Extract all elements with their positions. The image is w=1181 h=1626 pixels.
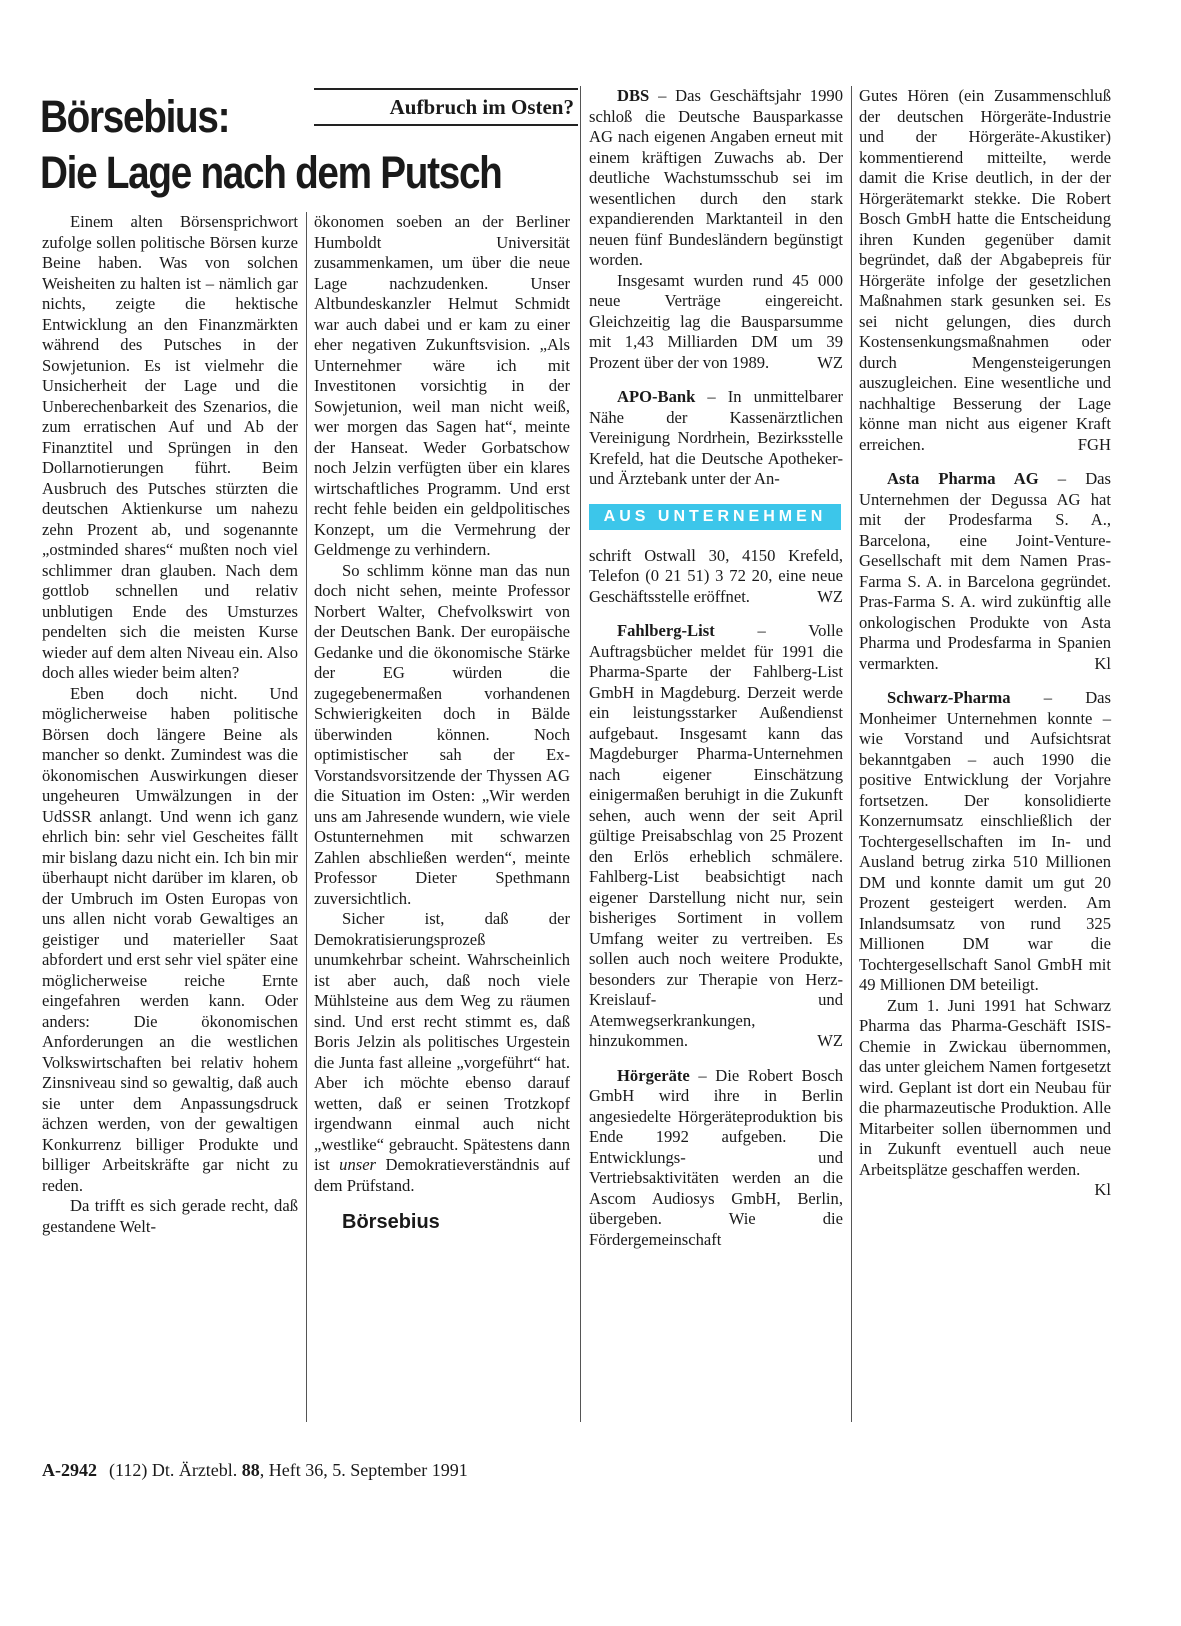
news-item [589,1066,843,1251]
news-column-4 [859,86,1111,1201]
news-item-head: APO-Bank [617,387,696,406]
author-initials: WZ [817,586,843,606]
news-item-text: schrift Ostwall 30, 4150 Krefeld, Telefon (0 21 51) 3 72 20, eine neue Geschäftsstelle eröffnet. [589,545,843,606]
news-item-head: DBS [617,86,650,105]
news-item [859,469,1111,674]
article-paragraph: Einem alten Börsensprichwort zufolge sollen politische Börsen kurze Beine haben. Was von solchen Weisheiten zu halten ist – nämlich gar nichts, zeigte die hektische Entwicklung an den Finanzmärkten während des Putsches in der Sowjetunion. Es ist vielmehr die Unsicherheit der Lage und die Unberechenbarkeit des Szenarios, die zum erratischen Auf und Ab der Finanztitel und Sprüngen in den Dollarnotierungen führt. Beim Ausbruch des Putsches stürzten die deutschen Aktienkurse um nahezu zehn Prozent ab, und sogenannte „ostminded shares“ mußten noch viel schlimmer dran glauben. Nach dem gottlob schnellen und relativ unblutigen Ende des Umsturzes pendelten sich die meisten Kurse wieder auf dem alten Niveau ein. Also doch alles wieder beim alten? [42,212,298,682]
article-column-2 [314,212,570,1233]
author-initials: Kl [1094,653,1111,673]
article-paragraph: ökonomen soeben an der Berliner Humboldt Universität zusammenkamen, um über die neue Lage nachzudenken. Unser Altbundeskanzler Helmut Schmidt war auch dabei und er kam zu einer eher negativen Zukunftsvision. „Als Unternehmer wäre ich mit Investitonen vorsichtig in der Sowjetunion, weil man nicht weiß, wer morgen das Sagen hat“, meinte der Hanseat. Weder Gorbatschow noch Jelzin verfügten über ein klares wirtschaftliches Programm. Und erst recht fehle beiden ein geldpolitisches Konzept, um die Vermehrung der Geldmenge zu verhindern. [314,212,570,559]
news-item-text: – Volle Auftragsbücher meldet für 1991 die Pharma-Sparte der Fahlberg-List GmbH in Magdeburg. Derzeit werde ein leistungsstarker Außendienst aufgebaut. Insgesamt kann das Magdeburger Pharma-Unternehmen nach eigener Einschätzung einigermaßen beruhigt in die Zukunft sehen, auch wenn der seit April gültige Preisabschlag von 25 Prozent den Erlös erheblich schmälere. Fahlberg-List beabsichtigt nach eigener Darstellung nicht nur, sein bisheriges Sortiment in vollem Umfang weiter zu vertreiben. Es sollen auch noch weitere Produkte, besonders zur Therapie von Herz-Kreislauf- und Atemwegserkrankungen, hinzukommen. [589,621,843,1050]
news-item [589,621,843,1052]
page-footer [42,1460,468,1481]
column-divider [306,212,307,1422]
news-item-text: Insgesamt wurden rund 45 000 neue Verträge eingereicht. Gleichzeitig lag die Bausparsumme mit 1,43 Milliarden DM um 39 Prozent über der von 1989. [589,270,843,372]
page-number: A-2942 [42,1460,97,1480]
news-item-text: – In unmittelbarer Nähe der Kassenärztlichen Vereinigung Nordrhein, Bezirksstelle Krefeld, hat die Deutsche Apotheker- und Ärztebank unter der An- [589,387,843,488]
article-paragraph [314,909,570,1196]
news-item [859,688,1111,1201]
news-item-continuation [589,546,843,608]
news-item [589,387,843,490]
author-initials: FGH [1077,434,1111,454]
emphasis-text: unser [339,1155,377,1174]
article-paragraph: Eben doch nicht. Und möglicherweise haben politische Börsen doch längere Beine als mancher so denkt. Zumindest was die ökonomischen Auswirkungen dieser ungeheuren Umwälzungen in der UdSSR anlangt. Und wenn ich ganz ehrlich bin: sehr viel Gescheites fällt mir bislang dazu nicht ein. Ich bin mir überhaupt nicht darüber im klaren, ob der Umbruch im Osten Europas von uns allen nicht vorab Gewaltiges an geistiger und materieller Saat abfordert und erst sehr viel später eine möglicherweise reiche Ernte eingefahren werden kann. Oder anders: Die ökonomischen Anforderungen an die westlichen Volkswirtschaften bei relativ hohem Zinsniveau sind so gewaltig, daß auch sie unter dem Anpassungsdruck ächzen werden, von der gewaltigen Konkurrenz billiger Produkte und billiger Arbeitskräfte gar nicht zu reden. [42,683,298,1195]
page-subtitle: Die Lage nach dem Putsch [40,147,502,198]
news-item-text: – Die Robert Bosch GmbH wird ihre in Berlin angesiedelte Hörgeräteproduktion bis Ende 1992 aufgeben. Die Entwicklungs- und Vertriebsaktivitäten werden an die Ascom Audiosys GmbH, Berlin, übergeben. Wie die Fördergemeinschaft [589,1065,843,1249]
article-paragraph: Da trifft es sich gerade recht, daß gestandene Welt- [42,1196,298,1236]
news-item-head: Fahlberg-List [617,621,715,640]
article-text: Sicher ist, daß der Demokratisierungsprozeß unumkehrbar scheint. Wahrscheinlich ist aber auch, daß noch viele Mühlsteine aus dem Weg zu räumen sind. Und erst recht stimmt es, daß Boris Jelzin als politisches Urgestein die Junta fast alleine „vorgeführt“ hat. Aber ich möchte ebenso darauf wetten, daß er seinen Trotzkopf irgendwann einmal auch nicht „westlike“ gebraucht. Spätestens dann ist [314,909,570,1174]
news-item-text: – Das Geschäftsjahr 1990 schloß die Deutsche Bausparkasse AG nach eigenen Angaben erneut mit einem kräftigen Zuwachs ab. Der deutliche Wachstumsschub sei im wesentlichen durch den stark expandierenden Marktanteil in den neuen fünf Bundesländern begünstigt worden. [589,86,843,269]
column-divider [580,86,581,1422]
news-item-text: – Das Monheimer Unternehmen konnte – wie Vorstand und Aufsichtsrat bekanntgaben – auch 1990 die positive Entwicklung der Vorjahre fortsetzen. Der konsolidierte Konzernumsatz einschließlich der Tochtergesellschaften im In- und Ausland betrug zirka 510 Millionen DM und konnte damit um gut 20 Prozent gesteigert werden. Am Inlandsumsatz von rund 325 Millionen DM war die Tochtergesellschaft Sanol GmbH mit 49 Millionen DM beteiligt. [859,688,1111,994]
news-item-head: Asta Pharma AG [887,469,1039,488]
news-item-text: Gutes Hören (ein Zusammenschluß der deutschen Hörgeräte-Industrie und der Hörgeräte-Akustiker) kommentierend mitteilte, werde damit die Krise deutlich, in der der Hörgerätemarkt stekke. Die Robert Bosch GmbH hatte die Entscheidung ihren Kunden gegenüber damit begründet, daß der Abgabepreis für Hörgeräte infolge der gesetzlichen Maßnahmen stark gesunken sei. Es sei nicht gelungen, dies durch Kostensenkungsmaßnahmen oder durch Mengensteigerungen auszugleichen. Eine wesentliche und nachhaltige Besserung der Lage könne man nicht aus eigener Kraft erreichen. [859,86,1111,454]
kicker-headline: Aufbruch im Osten? [314,88,578,126]
section-banner: AUS UNTERNEHMEN [589,504,841,530]
article-paragraph: So schlimm könne man das nun doch nicht sehen, meinte Professor Norbert Walter, Chefvolkswirt von der Deutschen Bank. Der europäische Gedanke und die ökonomische Stärke der EG würden die zugegebenermaßen vorhandenen Schwierigkeiten doch in Bälde überwinden können. Noch optimistischer sah der Ex-Vorstandsvorsitzende der Thyssen AG die Situation im Osten: „Wir werden uns am Jahresende wundern, wie viele Ostunternehmen mit schwarzen Zahlen abschließen werden“, meinte Professor Dieter Spethmann zuversichtlich. [314,560,570,908]
citation-text: , Heft 36, 5. September 1991 [259,1460,468,1480]
news-item-text: – Das Unternehmen der Degussa AG hat mit der Prodesfarma S. A., Barcelona, eine Joint-Venture-Gesellschaft mit dem Namen Pras-Farma S. A. in Barcelona gegründet. Pras-Farma S. A. wird zukünftig alle onkologischen Produkte von Asta Pharma und Prodesfarma in Spanien vermarkten. [859,469,1111,673]
author-initials: Kl [1094,1180,1111,1199]
news-item-text: Zum 1. Juni 1991 hat Schwarz Pharma das Pharma-Geschäft ISIS-Chemie in Zwickau übernommen, das unter gleichem Namen fortgesetzt wird. Geplant ist dort ein Neubau für die pharmazeutische Produktion. Alle Mitarbeiter sollen übernommen und in Zukunft eventuell auch neue Arbeitsplätze geschaffen werden. [859,995,1111,1179]
author-initials: WZ [817,1031,843,1050]
news-column-3 [589,86,843,1250]
news-item-continuation [859,86,1111,455]
page-title: Börsebius: [40,91,230,142]
citation-text: (112) Dt. Ärztebl. [109,1460,242,1480]
news-item [589,86,843,373]
masthead [40,88,580,206]
column-divider [851,86,852,1422]
news-item-head: Hörgeräte [617,1065,690,1085]
author-byline: Börsebius [342,1211,440,1233]
news-item-head: Schwarz-Pharma [887,688,1011,707]
author-initials: WZ [817,352,843,372]
volume-number: 88 [241,1460,260,1480]
article-column-1 [42,212,298,1237]
article-text: Demokratieverständnis auf dem Prüfstand. [314,1155,571,1195]
